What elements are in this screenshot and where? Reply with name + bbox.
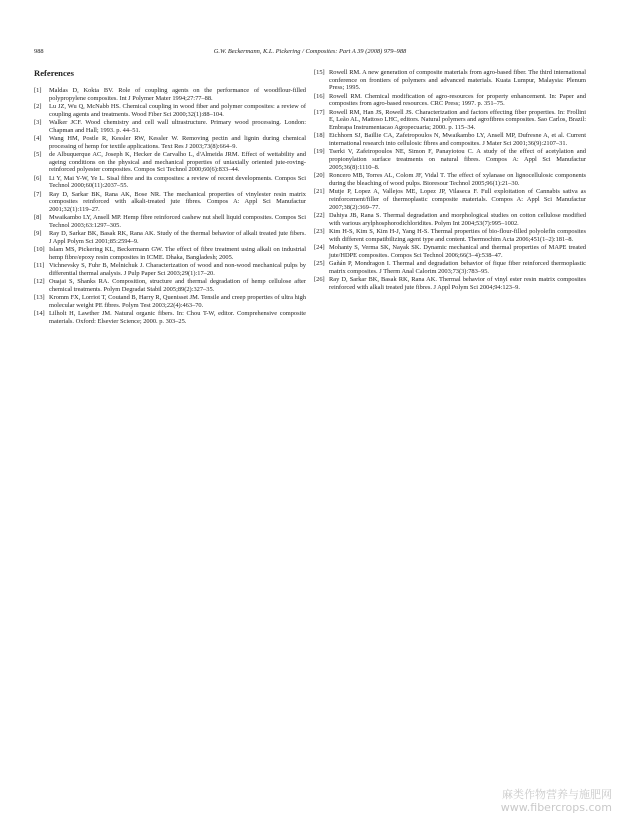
- reference-text: Roncero MB, Torres AL, Colom JF, Vidal T. The effect of xylanase on lignocellulosic components during the bleaching of wood pulps. Bioresour Technol 2005;96(1):21–30.: [329, 172, 586, 187]
- reference-number: [24]: [314, 243, 325, 251]
- running-head: G.W. Beckermann, K.L. Pickering / Composites: Part A 39 (2008) 979–988: [213, 48, 407, 55]
- reference-item: [34, 294, 306, 309]
- reference-number: [21]: [314, 188, 325, 196]
- reference-text: Maldas D, Kokta BV. Role of coupling agents on the performance of woodflour-filled polypropylene composites. Int J Polymer Mater 1994;27:77–88.: [49, 87, 306, 102]
- reference-list-right: [314, 69, 586, 291]
- reference-item: [34, 103, 306, 118]
- reference-number: [1]: [34, 87, 42, 94]
- reference-number: [8]: [34, 214, 42, 222]
- reference-item: [34, 175, 306, 190]
- reference-text: Vichnevsky S, Fuhr B, Melnichuk J. Characterization of wood and non-wood mechanical pulps by differential thermal analysis. J Pulp Paper Sci 2003;29(1):17–20.: [49, 262, 306, 278]
- reference-text: Ray D, Sarkar BK, Rana AK, Bose NR. The mechanical properties of vinylester resin matrix composites reinforced with alkali-treated jute fibres. Compos A: Appl Sci Manufactur 2001;32(1):119–27.: [49, 190, 306, 214]
- reference-number: [7]: [34, 190, 42, 198]
- reference-number: [17]: [314, 108, 325, 116]
- reference-text: Kromm FX, Lorriot T, Coutand B, Harry R, Quenisset JM. Tensile and creep properties of ultra high molecular weight PE fibres. Polym Test 2003;22(4):463–70.: [49, 294, 306, 310]
- reference-item: [314, 148, 586, 171]
- reference-number: [26]: [314, 275, 325, 283]
- reference-number: [15]: [314, 69, 325, 76]
- section-title: References: [34, 68, 74, 78]
- reference-item: [314, 69, 586, 92]
- watermark-line-2: www.fibercrops.com: [500, 801, 612, 814]
- reference-item: [34, 230, 306, 245]
- reference-item: [314, 260, 586, 275]
- reference-item: [34, 246, 306, 261]
- references-left-column: [34, 68, 306, 326]
- reference-number: [20]: [314, 172, 325, 180]
- reference-item: [34, 119, 306, 134]
- reference-text: Rowell RM, Han JS, Rowell JS. Characterization and factors effecting fiber properties. In: Frollini E, Leão AL, Mattoso LHC, editors. Natural polymers and agrofibres composites. Sao Carlos, Brazil: Embrapa Instrumentacao Agropecuaria; 2000. p. 115–34.: [329, 108, 586, 132]
- reference-number: [4]: [34, 135, 42, 142]
- reference-text: Wang HM, Postle R, Kessler RW, Kessler W. Removing pectin and lignin during chemical processing of hemp for textile applications. Text Res J 2003;73(8):664–9.: [49, 135, 306, 150]
- reference-text: Rowell RM. Chemical modification of agro-resources for property enhancement. In: Paper and composites from agro-based resources. CRC Press; 1997. p. 351–75.: [329, 92, 586, 108]
- reference-text: Eichhorn SJ, Baillie CA, Zafeiropoulos N, Mwaikambo LY, Ansell MP, Dufresne A, et al. Current international research into cellulosic fibres and composites. J Mater Sci 2001;36(9):2107–31.: [329, 132, 586, 148]
- reference-text: de Albuquerque AC, Joseph K, Hecker de Carvalho L, d'Almeida JRM. Effect of wettability and ageing conditions on the physical and mechanical properties of uniaxially oriented jute-roving-reinforced polyester composites. Compos Sci Technol 2000;60(6):833–44.: [49, 151, 306, 174]
- reference-item: [314, 228, 586, 243]
- reference-number: [13]: [34, 294, 45, 302]
- reference-number: [11]: [34, 262, 45, 270]
- reference-text: Dahiya JB, Rana S. Thermal degradation and morphological studies on cotton cellulose modified with various arylphosphorodichloridites. Polym Int 2004;53(7):995–1002.: [329, 211, 586, 227]
- reference-number: [19]: [314, 148, 325, 156]
- reference-number: [3]: [34, 119, 42, 126]
- reference-text: Ray D, Sarkar BK, Basak RK, Rana AK. Study of the thermal behavior of alkali treated jute fibers. J Appl Polym Sci 2001;85:2594–9.: [49, 230, 306, 246]
- reference-text: Li Y, Mai Y-W, Ye L. Sisal fibre and its composites: a review of recent developments. Compos Sci Technol 2000;60(11):2037–55.: [49, 174, 306, 190]
- reference-number: [23]: [314, 227, 325, 235]
- reference-number: [22]: [314, 211, 325, 219]
- reference-item: [314, 244, 586, 259]
- reference-text: Mohanty S, Verma SK, Nayak SK. Dynamic mechanical and thermal properties of MAPE treated jute/HDPE composites. Compos Sci Technol 2006;66(3–4):538–47.: [329, 243, 586, 259]
- reference-text: Kim H-S, Kim S, Kim H-J, Yang H-S. Thermal properties of bio-flour-filled polyolefin composites with different compatibilizing agent type and content. Thermochim Acta 2006;451(1–2):181–8.: [329, 227, 586, 243]
- reference-number: [16]: [314, 92, 325, 100]
- reference-text: Gañán P, Mondragon I. Thermal and degradation behavior of fique fiber reinforced thermoplastic matrix composites. J Therm Anal Calorim 2003;73(3):783–95.: [329, 259, 586, 275]
- reference-text: Walker JCF. Wood chemistry and cell wall ultrastructure. Primary wood processing. London: Chapman and Hall; 1993. p. 44–51.: [49, 119, 306, 134]
- reference-number: [10]: [34, 246, 45, 254]
- reference-item: [314, 93, 586, 108]
- reference-text: Mutje P, Lopez A, Vallejos ME, Lopez JP, Vilaseca F. Full exploitation of Cannabis sativa as reinforcement/filler of thermoplastic composite materials. Compos A: Appl Sci Manufactur 2007;38(2):369–77.: [329, 188, 586, 211]
- reference-item: [34, 214, 306, 229]
- reference-text: Rowell RM. A new generation of composite materials from agro-based fiber. The third international conference on frontiers of polymers and advanced materials. Kuata Lumpur, Malaysia: Plenum Press; 1995.: [329, 69, 586, 92]
- reference-item: [314, 109, 586, 132]
- reference-item: [34, 278, 306, 293]
- page-header: [34, 48, 586, 58]
- reference-item: [34, 191, 306, 214]
- reference-text: Lu JZ, Wu Q, McNabb HS. Chemical coupling in wood fiber and polymer composites: a review of coupling agents and treatments. Wood Fiber Sci 2000;32(1):88–104.: [49, 103, 306, 118]
- reference-item: [34, 87, 306, 102]
- reference-item: [314, 172, 586, 187]
- reference-text: Mwaikambo LY, Ansell MP. Hemp fibre reinforced cashew nut shell liquid composites. Compos Sci Technol 2003;63:1297–305.: [49, 214, 306, 230]
- reference-number: [2]: [34, 103, 42, 110]
- reference-item: [34, 310, 306, 325]
- reference-number: [6]: [34, 174, 42, 182]
- reference-item: [34, 151, 306, 174]
- reference-list-left: [34, 87, 306, 326]
- reference-text: Ray D, Sarkar BK, Basak RK, Rana AK. Thermal behavior of vinyl ester resin matrix composites reinforced with alkali treated jute fibres. J Appl Polym Sci 2004;94:123–9.: [329, 275, 586, 291]
- page-number: 988: [34, 48, 44, 55]
- reference-number: [9]: [34, 230, 42, 238]
- reference-text: Ouajai S, Shanks RA. Composition, structure and thermal degradation of hemp cellulose after chemical treatments. Polym Degradat Stabil 2005;89(2):327–35.: [49, 278, 306, 294]
- reference-item: [314, 132, 586, 147]
- reference-text: Lilholt H, Lawther JM. Natural organic fibers. In: Chou T-W, editor. Comprehensive composite materials. Oxford: Elsevier Science; 2000. p. 303–25.: [49, 310, 306, 326]
- reference-item: [34, 135, 306, 150]
- reference-number: [5]: [34, 151, 42, 158]
- reference-text: Islam MS, Pickering KL, Beckermann GW. The effect of fibre treatment using alkali on industrial hemp fibre/epoxy resin composites in ICME. Dhaka, Bangladesh; 2005.: [49, 246, 306, 262]
- watermark: [501, 788, 612, 814]
- reference-item: [314, 276, 586, 291]
- reference-number: [12]: [34, 278, 45, 286]
- reference-text: Tserki V, Zafeiropoulos NE, Simon F, Panayiotou C. A study of the effect of acetylation and propionylation surface treatments on natural fibres. Compos A: Appl Sci Manufactur 2005;36(8):1110–8.: [329, 148, 586, 171]
- reference-item: [314, 188, 586, 211]
- reference-number: [18]: [314, 132, 325, 140]
- watermark-line-1: 麻类作物营养与施肥网: [502, 788, 612, 801]
- reference-number: [14]: [34, 310, 45, 318]
- reference-item: [314, 212, 586, 227]
- reference-item: [34, 262, 306, 277]
- reference-number: [25]: [314, 259, 325, 267]
- references-right-column: [314, 69, 586, 292]
